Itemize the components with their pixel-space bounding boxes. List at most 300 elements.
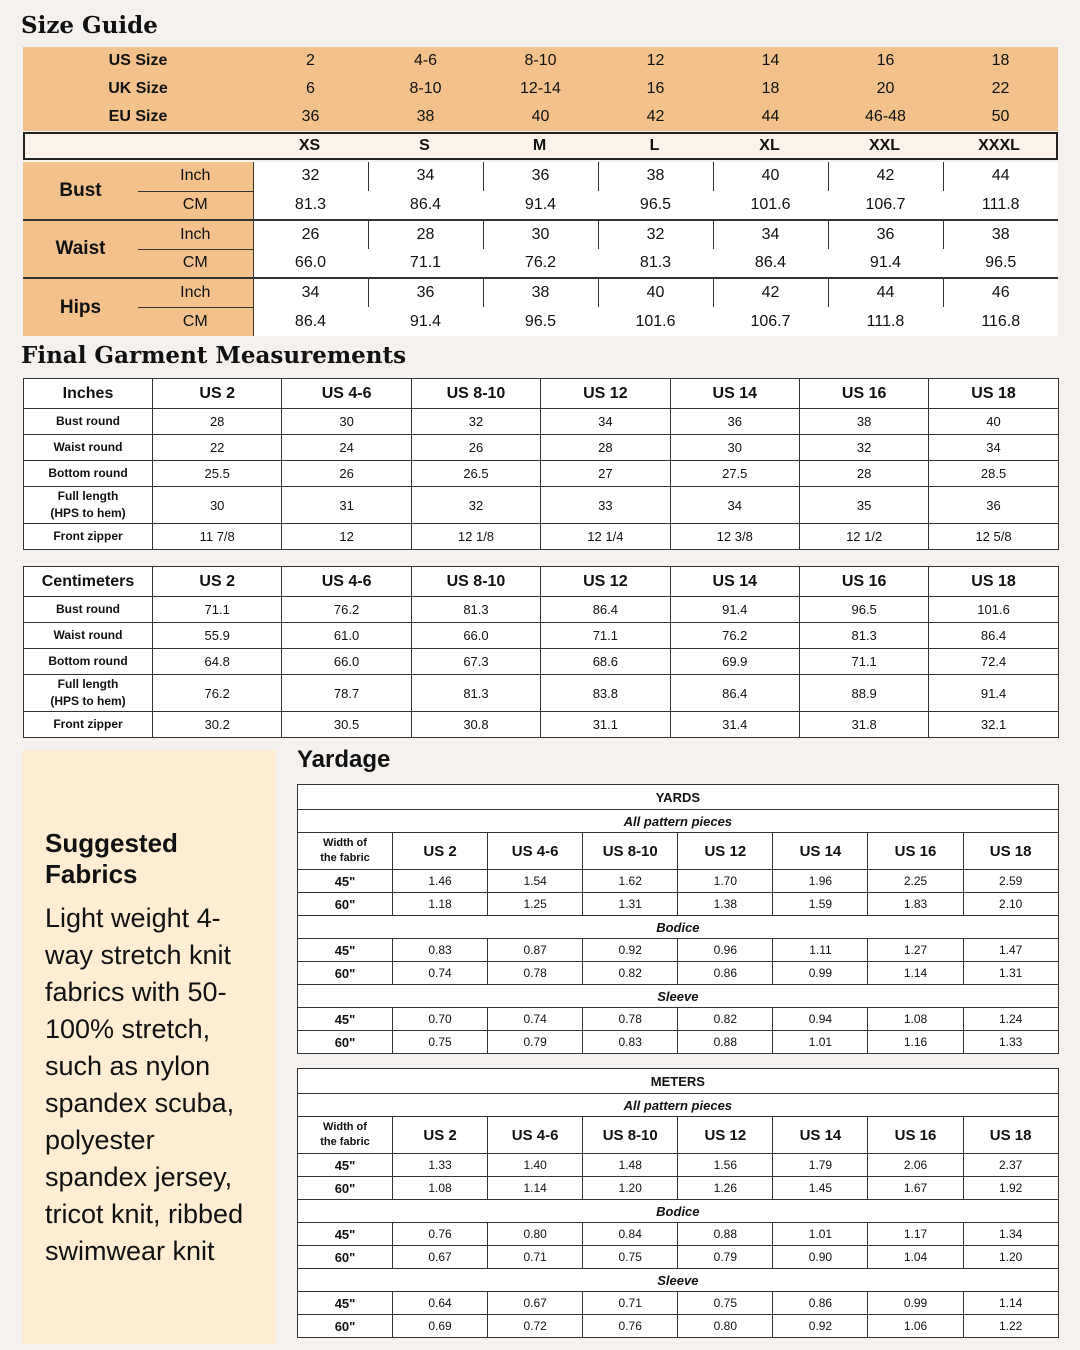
row-label-line: Full length xyxy=(57,677,119,691)
table-cell: 25.5 xyxy=(153,461,282,487)
size-column-header: US 12 xyxy=(678,833,773,870)
size-column-header: US 12 xyxy=(678,1117,773,1154)
measurement-value: 91.4 xyxy=(828,249,943,278)
suggested-fabrics-text: Light weight 4-way stretch knit fabrics with 50-100% stretch, such as nylon spandex scuba, polyester spandex jersey, tricot knit, ribbed swimwear knit xyxy=(45,903,244,1266)
row-label xyxy=(24,409,153,435)
table-cell: 1.14 xyxy=(963,1292,1058,1315)
table-cell: 30 xyxy=(153,487,282,524)
table-cell: 76.2 xyxy=(153,675,282,712)
table-cell: 1.25 xyxy=(488,893,583,916)
table-row xyxy=(24,597,1059,623)
table-cell: 0.82 xyxy=(583,962,678,985)
table-row xyxy=(24,623,1059,649)
size-value: 8-10 xyxy=(409,80,442,97)
table-cell: 1.04 xyxy=(868,1246,963,1269)
table-cell: 0.76 xyxy=(583,1315,678,1338)
measurement-value: 116.8 xyxy=(943,307,1058,336)
measurement-row-cm xyxy=(23,307,1058,336)
table-cell: 0.67 xyxy=(488,1292,583,1315)
final-garment-inches-table xyxy=(23,378,1059,550)
table-cell: 68.6 xyxy=(541,649,670,675)
table-cell: 0.79 xyxy=(678,1246,773,1269)
table-cell: 0.78 xyxy=(488,962,583,985)
section-row xyxy=(298,916,1059,939)
table-row xyxy=(24,712,1059,738)
size-row xyxy=(23,47,1058,75)
size-column-header: US 14 xyxy=(773,833,868,870)
row-label-line: Bust round xyxy=(56,602,120,616)
table-cell: 81.3 xyxy=(799,623,928,649)
size-value: 16 xyxy=(876,52,895,69)
section-name: Sleeve xyxy=(298,985,1059,1008)
table-cell: 1.46 xyxy=(393,870,488,893)
measurement-value: 86.4 xyxy=(368,191,483,220)
table-cell: 0.92 xyxy=(773,1315,868,1338)
table-cell: 32 xyxy=(799,435,928,461)
size-value: 12-14 xyxy=(520,80,561,97)
measurement-value: 76.2 xyxy=(483,249,598,278)
size-guide-letter-sizes xyxy=(23,132,1058,160)
table-cell: 1.54 xyxy=(488,870,583,893)
table-cell: 38 xyxy=(799,409,928,435)
row-label xyxy=(24,461,153,487)
table-cell: 31.8 xyxy=(799,712,928,738)
table-cell: 1.08 xyxy=(393,1177,488,1200)
table-cell: 0.75 xyxy=(678,1292,773,1315)
size-column-header: US 12 xyxy=(541,567,670,597)
size-column-header: US 8-10 xyxy=(411,567,540,597)
letter-size: XL xyxy=(759,137,780,154)
table-cell: 1.14 xyxy=(868,962,963,985)
table-cell: 0.96 xyxy=(678,939,773,962)
table-cell: 67.3 xyxy=(411,649,540,675)
table-cell: 0.80 xyxy=(678,1315,773,1338)
table-cell: 81.3 xyxy=(411,675,540,712)
table-cell: 83.8 xyxy=(541,675,670,712)
measurement-value: 36 xyxy=(368,278,483,307)
table-cell: 72.4 xyxy=(929,649,1058,675)
table-cell: 1.38 xyxy=(678,893,773,916)
table-cell: 27.5 xyxy=(670,461,799,487)
size-value: 36 xyxy=(301,108,320,125)
width-header-line: the fabric xyxy=(320,1136,370,1148)
table-cell: 0.87 xyxy=(488,939,583,962)
table-cell: 27 xyxy=(541,461,670,487)
final-garment-centimeters-table xyxy=(23,566,1059,738)
section-row xyxy=(298,1094,1059,1117)
table-row xyxy=(298,1031,1059,1054)
measurement-value: 38 xyxy=(598,162,713,191)
letter-size: L xyxy=(649,137,660,154)
size-column-header: US 4-6 xyxy=(282,379,411,409)
size-value: 44 xyxy=(761,108,780,125)
size-column-header: US 8-10 xyxy=(583,1117,678,1154)
fabric-width: 60" xyxy=(298,1031,393,1054)
unit-label-inch: Inch xyxy=(138,162,253,191)
unit-label-inch: Inch xyxy=(138,220,253,249)
width-header-line: Width of xyxy=(323,1121,367,1133)
size-column-header: US 18 xyxy=(929,567,1058,597)
table-cell: 28 xyxy=(799,461,928,487)
table-cell: 86.4 xyxy=(541,597,670,623)
column-header-row xyxy=(298,833,1059,870)
size-value: 40 xyxy=(531,108,550,125)
letter-size: XXXL xyxy=(978,137,1020,154)
row-label-line: Bottom round xyxy=(48,654,128,668)
size-value: 18 xyxy=(761,80,780,97)
table-cell: 61.0 xyxy=(282,623,411,649)
table-cell: 1.08 xyxy=(868,1008,963,1031)
yardage-unit: METERS xyxy=(298,1069,1059,1094)
size-column-header: US 2 xyxy=(393,833,488,870)
table-cell: 0.71 xyxy=(488,1246,583,1269)
size-value: 42 xyxy=(646,108,665,125)
measurement-value: 40 xyxy=(598,278,713,307)
fabric-width: 45" xyxy=(298,1223,393,1246)
table-cell: 1.01 xyxy=(773,1031,868,1054)
size-column-header: US 18 xyxy=(929,379,1058,409)
measurement-value: 101.6 xyxy=(713,191,828,220)
unit-header: Inches xyxy=(24,379,153,409)
size-column-header: US 16 xyxy=(799,567,928,597)
table-cell: 31 xyxy=(282,487,411,524)
fabric-width: 45" xyxy=(298,1154,393,1177)
table-cell: 1.83 xyxy=(868,893,963,916)
row-label xyxy=(24,712,153,738)
table-cell: 64.8 xyxy=(153,649,282,675)
table-cell: 1.31 xyxy=(963,962,1058,985)
size-column-header: US 8-10 xyxy=(411,379,540,409)
table-cell: 0.78 xyxy=(583,1008,678,1031)
measurement-value: 42 xyxy=(713,278,828,307)
table-cell: 1.70 xyxy=(678,870,773,893)
table-cell: 81.3 xyxy=(411,597,540,623)
measurement-value: 36 xyxy=(483,162,598,191)
yardage-title: Yardage xyxy=(297,746,391,773)
suggested-fabrics-panel xyxy=(22,750,276,1344)
size-column-header: US 2 xyxy=(153,379,282,409)
row-label-line: Bust round xyxy=(56,414,120,428)
measurement-value: 91.4 xyxy=(368,307,483,336)
table-cell: 1.01 xyxy=(773,1223,868,1246)
measurement-value: 32 xyxy=(598,220,713,249)
measurement-value: 101.6 xyxy=(598,307,713,336)
table-cell: 1.67 xyxy=(868,1177,963,1200)
measurement-name: Hips xyxy=(23,278,138,336)
table-cell: 26.5 xyxy=(411,461,540,487)
measurement-value: 42 xyxy=(828,162,943,191)
size-value: 4-6 xyxy=(413,52,438,69)
measurement-row-inch xyxy=(23,162,1058,191)
measurement-value: 30 xyxy=(483,220,598,249)
table-cell: 28 xyxy=(153,409,282,435)
table-row xyxy=(24,649,1059,675)
table-cell: 1.24 xyxy=(963,1008,1058,1031)
measurement-value: 96.5 xyxy=(598,191,713,220)
table-row xyxy=(24,487,1059,524)
table-row xyxy=(298,1008,1059,1031)
measurement-value: 40 xyxy=(713,162,828,191)
yardage-meters-table xyxy=(297,1068,1059,1338)
table-cell: 32 xyxy=(411,409,540,435)
size-value: 38 xyxy=(416,108,435,125)
fabric-width: 60" xyxy=(298,893,393,916)
size-value: 12 xyxy=(646,52,665,69)
letter-size: XXL xyxy=(868,137,901,154)
table-cell: 78.7 xyxy=(282,675,411,712)
table-cell: 66.0 xyxy=(282,649,411,675)
size-row xyxy=(23,103,1058,131)
table-cell: 34 xyxy=(929,435,1058,461)
size-value: 18 xyxy=(991,52,1010,69)
yardage-caption-row xyxy=(298,1069,1059,1094)
measurement-name: Waist xyxy=(23,220,138,278)
final-garment-title: Final Garment Measurements xyxy=(21,342,407,369)
table-cell: 2.06 xyxy=(868,1154,963,1177)
table-cell: 28.5 xyxy=(929,461,1058,487)
size-guide-body-measurements xyxy=(23,162,1058,336)
size-system-label: EU Size xyxy=(108,108,168,125)
table-cell: 30 xyxy=(282,409,411,435)
column-header-row xyxy=(298,1117,1059,1154)
table-cell: 36 xyxy=(670,409,799,435)
table-row xyxy=(298,1223,1059,1246)
size-guide-size-table xyxy=(23,47,1058,131)
table-cell: 12 1/4 xyxy=(541,524,670,550)
measurement-row-cm xyxy=(23,191,1058,220)
table-cell: 1.45 xyxy=(773,1177,868,1200)
table-cell: 66.0 xyxy=(411,623,540,649)
measurement-row-inch xyxy=(23,278,1058,307)
measurement-row-cm xyxy=(23,249,1058,278)
size-value: 8-10 xyxy=(524,52,557,69)
unit-label-inch: Inch xyxy=(138,278,253,307)
size-column-header: US 18 xyxy=(963,833,1058,870)
measurement-value: 34 xyxy=(713,220,828,249)
size-guide-title: Size Guide xyxy=(21,12,158,39)
size-value: 20 xyxy=(876,80,895,97)
size-column-header: US 16 xyxy=(868,833,963,870)
table-cell: 1.17 xyxy=(868,1223,963,1246)
size-system-label: UK Size xyxy=(108,80,168,97)
row-label xyxy=(24,597,153,623)
size-column-header: US 4-6 xyxy=(282,567,411,597)
table-cell: 0.83 xyxy=(393,939,488,962)
table-cell: 0.86 xyxy=(773,1292,868,1315)
table-row xyxy=(298,962,1059,985)
table-cell: 91.4 xyxy=(929,675,1058,712)
letter-size: S xyxy=(419,137,430,154)
table-cell: 33 xyxy=(541,487,670,524)
table-cell: 28 xyxy=(541,435,670,461)
row-label xyxy=(24,487,153,524)
table-cell: 1.62 xyxy=(583,870,678,893)
row-label-line: Front zipper xyxy=(53,717,123,731)
table-cell: 0.67 xyxy=(393,1246,488,1269)
table-cell: 0.69 xyxy=(393,1315,488,1338)
section-row xyxy=(298,1200,1059,1223)
row-label-line: (HPS to hem) xyxy=(50,694,126,708)
row-label xyxy=(24,649,153,675)
measurement-value: 81.3 xyxy=(253,191,368,220)
unit-label-cm: CM xyxy=(138,249,253,278)
row-label-line: (HPS to hem) xyxy=(50,506,126,520)
table-cell: 1.92 xyxy=(963,1177,1058,1200)
table-cell: 22 xyxy=(153,435,282,461)
table-cell: 2.10 xyxy=(963,893,1058,916)
table-cell: 0.84 xyxy=(583,1223,678,1246)
table-cell: 24 xyxy=(282,435,411,461)
table-row xyxy=(298,870,1059,893)
table-row xyxy=(298,1292,1059,1315)
table-cell: 0.86 xyxy=(678,962,773,985)
table-cell: 0.92 xyxy=(583,939,678,962)
row-label-line: Waist round xyxy=(53,440,123,454)
table-row xyxy=(298,1246,1059,1269)
table-cell: 88.9 xyxy=(799,675,928,712)
yardage-caption-row xyxy=(298,785,1059,810)
size-value: 6 xyxy=(306,80,315,97)
yardage-unit: YARDS xyxy=(298,785,1059,810)
table-cell: 76.2 xyxy=(670,623,799,649)
table-cell: 55.9 xyxy=(153,623,282,649)
table-cell: 35 xyxy=(799,487,928,524)
measurement-value: 106.7 xyxy=(713,307,828,336)
size-value: 2 xyxy=(306,52,315,69)
size-value: 16 xyxy=(646,80,665,97)
measurement-value: 44 xyxy=(828,278,943,307)
table-cell: 1.16 xyxy=(868,1031,963,1054)
table-cell: 26 xyxy=(282,461,411,487)
table-cell: 96.5 xyxy=(799,597,928,623)
unit-label-cm: CM xyxy=(138,307,253,336)
measurement-value: 106.7 xyxy=(828,191,943,220)
measurement-value: 26 xyxy=(253,220,368,249)
size-value: 22 xyxy=(991,80,1010,97)
table-cell: 0.72 xyxy=(488,1315,583,1338)
size-column-header: US 14 xyxy=(670,379,799,409)
yardage-yards-table xyxy=(297,784,1059,1054)
measurement-value: 96.5 xyxy=(483,307,598,336)
measurement-value: 86.4 xyxy=(253,307,368,336)
fabric-width: 45" xyxy=(298,1008,393,1031)
table-cell: 34 xyxy=(541,409,670,435)
size-column-header: US 18 xyxy=(963,1117,1058,1154)
table-cell: 1.31 xyxy=(583,893,678,916)
table-cell: 1.47 xyxy=(963,939,1058,962)
unit-label-cm: CM xyxy=(138,191,253,220)
table-cell: 101.6 xyxy=(929,597,1058,623)
column-header-row xyxy=(24,567,1059,597)
table-row xyxy=(24,461,1059,487)
row-label-line: Front zipper xyxy=(53,529,123,543)
table-cell: 12 1/2 xyxy=(799,524,928,550)
table-cell: 31.1 xyxy=(541,712,670,738)
size-column-header: US 8-10 xyxy=(583,833,678,870)
fabric-width: 60" xyxy=(298,1177,393,1200)
size-column-header: US 4-6 xyxy=(488,1117,583,1154)
column-header-row xyxy=(24,379,1059,409)
size-column-header: US 12 xyxy=(541,379,670,409)
table-cell: 30.5 xyxy=(282,712,411,738)
table-cell: 12 3/8 xyxy=(670,524,799,550)
section-name: All pattern pieces xyxy=(298,1094,1059,1117)
table-row xyxy=(298,939,1059,962)
table-cell: 0.75 xyxy=(393,1031,488,1054)
measurement-value: 38 xyxy=(943,220,1058,249)
row-label xyxy=(24,524,153,550)
table-cell: 0.90 xyxy=(773,1246,868,1269)
table-row xyxy=(298,893,1059,916)
measurement-value: 28 xyxy=(368,220,483,249)
measurement-value: 111.8 xyxy=(943,191,1058,220)
table-cell: 0.88 xyxy=(678,1031,773,1054)
table-cell: 0.99 xyxy=(868,1292,963,1315)
measurement-value: 34 xyxy=(368,162,483,191)
table-row xyxy=(298,1315,1059,1338)
measurement-value: 38 xyxy=(483,278,598,307)
table-cell: 0.80 xyxy=(488,1223,583,1246)
table-cell: 34 xyxy=(670,487,799,524)
table-row xyxy=(24,675,1059,712)
table-cell: 26 xyxy=(411,435,540,461)
table-row xyxy=(24,435,1059,461)
size-system-label: US Size xyxy=(108,52,168,69)
table-cell: 0.88 xyxy=(678,1223,773,1246)
table-cell: 40 xyxy=(929,409,1058,435)
size-column-header: US 14 xyxy=(670,567,799,597)
table-row xyxy=(24,524,1059,550)
table-cell: 2.59 xyxy=(963,870,1058,893)
table-cell: 32.1 xyxy=(929,712,1058,738)
table-cell: 0.79 xyxy=(488,1031,583,1054)
letter-size: XS xyxy=(298,137,321,154)
table-cell: 1.27 xyxy=(868,939,963,962)
measurement-value: 34 xyxy=(253,278,368,307)
table-cell: 2.37 xyxy=(963,1154,1058,1177)
measurement-value: 71.1 xyxy=(368,249,483,278)
letter-size: M xyxy=(532,137,547,154)
table-cell: 0.71 xyxy=(583,1292,678,1315)
fabric-width: 45" xyxy=(298,939,393,962)
table-cell: 76.2 xyxy=(282,597,411,623)
table-cell: 32 xyxy=(411,487,540,524)
measurement-value: 96.5 xyxy=(943,249,1058,278)
table-cell: 0.76 xyxy=(393,1223,488,1246)
size-column-header: US 14 xyxy=(773,1117,868,1154)
width-header-line: the fabric xyxy=(320,852,370,864)
table-cell: 71.1 xyxy=(541,623,670,649)
table-cell: 1.14 xyxy=(488,1177,583,1200)
table-cell: 91.4 xyxy=(670,597,799,623)
section-name: Sleeve xyxy=(298,1269,1059,1292)
table-cell: 36 xyxy=(929,487,1058,524)
table-cell: 2.25 xyxy=(868,870,963,893)
suggested-fabrics-title: Suggested Fabrics xyxy=(45,828,178,889)
table-cell: 0.94 xyxy=(773,1008,868,1031)
measurement-value: 86.4 xyxy=(713,249,828,278)
unit-header: Centimeters xyxy=(24,567,153,597)
table-cell: 1.33 xyxy=(393,1154,488,1177)
size-column-header: US 2 xyxy=(153,567,282,597)
measurement-value: 36 xyxy=(828,220,943,249)
letter-size-spacer xyxy=(24,133,252,159)
table-cell: 1.96 xyxy=(773,870,868,893)
table-cell: 0.75 xyxy=(583,1246,678,1269)
table-cell: 12 xyxy=(282,524,411,550)
measurement-value: 91.4 xyxy=(483,191,598,220)
size-value: 14 xyxy=(761,52,780,69)
